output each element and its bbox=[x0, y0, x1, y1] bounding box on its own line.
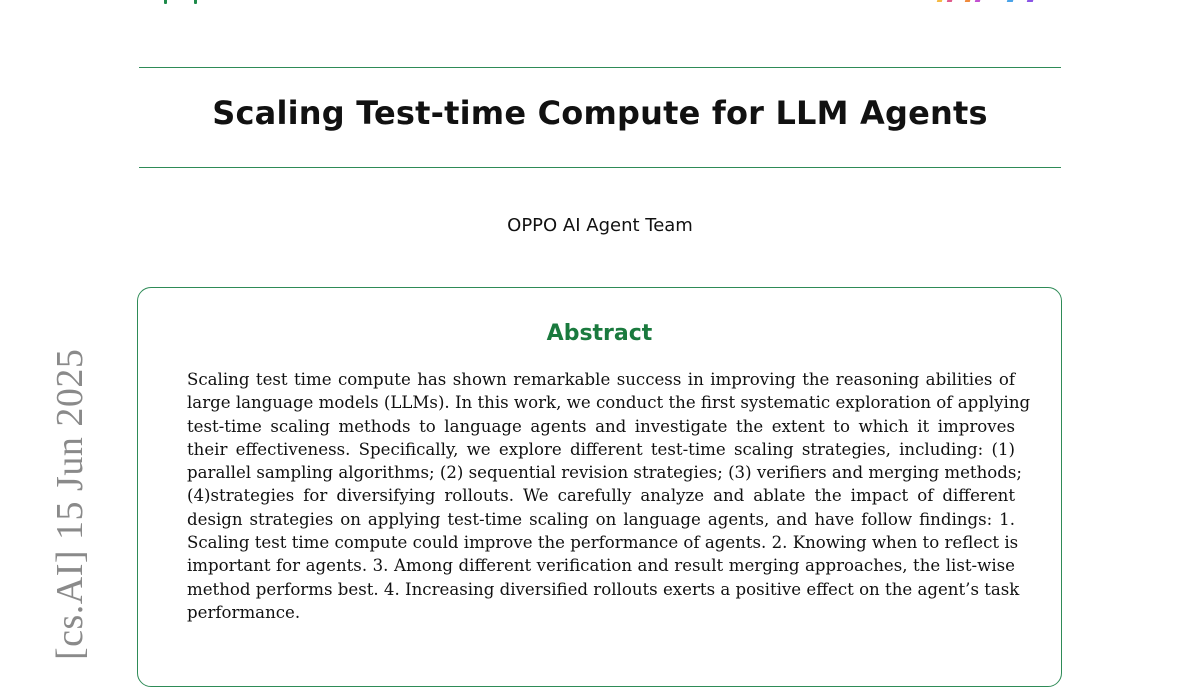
abstract-line: design strategies on applying test-time scaling on language agents, and have follow findings: 1. bbox=[187, 509, 1015, 529]
abstract-line: test-time scaling methods to language agents and investigate the extent to which it improves bbox=[187, 416, 1015, 436]
brand-logo-fragment bbox=[930, 0, 1050, 4]
abstract-line: important for agents. 3. Among different verification and result merging approaches, the list-wise bbox=[187, 556, 1015, 576]
paper-title: Scaling Test-time Compute for LLM Agents bbox=[212, 94, 988, 132]
org-logo-fragment bbox=[156, 0, 202, 4]
arxiv-side-stamp: [cs.AI] 15 Jun 2025 bbox=[49, 348, 91, 660]
abstract-line: method performs best. 4. Increasing diversified rollouts exerts a positive effect on the agent’s task bbox=[187, 579, 1020, 599]
abstract-line: parallel sampling algorithms; (2) sequential revision strategies; (3) verifiers and merging methods; bbox=[187, 463, 1022, 483]
abstract-line: their effectiveness. Specifically, we explore different test-time scaling strategies, including: (1) bbox=[187, 439, 1015, 459]
abstract-heading: Abstract bbox=[546, 321, 653, 346]
title-rule-bottom bbox=[139, 167, 1061, 168]
abstract-line: (4)strategies for diversifying rollouts. We carefully analyze and ablate the impact of different bbox=[187, 486, 1015, 506]
abstract-line: Scaling test time compute could improve the performance of agents. 2. Knowing when to reflect is bbox=[187, 533, 1019, 553]
title-rule-top bbox=[139, 67, 1061, 68]
author-line: OPPO AI Agent Team bbox=[507, 215, 693, 236]
abstract-body bbox=[187, 368, 1031, 624]
abstract-box bbox=[137, 287, 1062, 687]
abstract-line: Scaling test time compute has shown remarkable success in improving the reasoning abilities of bbox=[187, 370, 1015, 389]
abstract-line: large language models (LLMs). In this work, we conduct the first systematic exploration of applying bbox=[187, 393, 1031, 413]
abstract-line: performance. bbox=[187, 602, 301, 622]
